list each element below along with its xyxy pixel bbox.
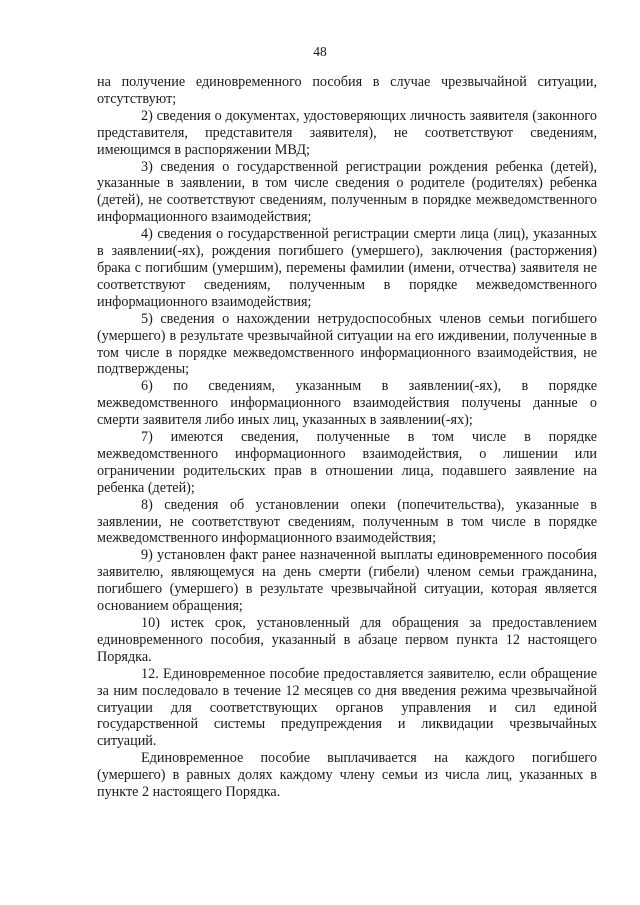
page-number: 48 (313, 44, 327, 59)
paragraph-continuation: на получение единовременного пособия в случае чрезвычайной ситуации, отсутствуют; (97, 74, 597, 107)
paragraph-item-5: 5) сведения о нахождении нетрудоспособных членов семьи погибшего (умершего) в результате чрезвычайной ситуации на его иждивении, полученные в том числе в порядке межведомственного информационного взаимодействия, не подтверждены; (97, 310, 597, 378)
paragraph-payment-rule: Единовременное пособие выплачивается на каждого погибшего (умершего) в равных долях каждому члену семьи из числа лиц, указанных в пункте 2 настоящего Порядка. (97, 750, 597, 801)
paragraph-item-2: 2) сведения о документах, удостоверяющих личность заявителя (законного представителя, представителя заявителя), не соответствуют сведениям, имеющимся в распоряжении МВД; (97, 107, 597, 158)
paragraph-item-6: 6) по сведениям, указанным в заявлении(-ях), в порядке межведомственного информационного взаимодействия получены данные о смерти заявителя либо иных лиц, указанных в заявлении(-ях); (97, 378, 597, 429)
paragraph-item-10: 10) истек срок, установленный для обращения за предоставлением единовременного пособия, указанный в абзаце первом пункта 12 настоящего Порядка. (97, 615, 597, 665)
document-body (97, 74, 597, 801)
paragraph-item-7: 7) имеются сведения, полученные в том числе в порядке межведомственного информационного взаимодействия, о лишении или ограничении родительских прав в отношении лица, подавшего заявление на ребенка (детей); (97, 429, 597, 496)
paragraph-item-9: 9) установлен факт ранее назначенной выплаты единовременного пособия заявителю, являющемуся на день смерти (гибели) членом семьи гражданина, погибшего (умершего) в результате чрезвычайной ситуации, которая является основанием обращения; (97, 547, 597, 615)
paragraph-section-12: 12. Единовременное пособие предоставляется заявителю, если обращение за ним последовало в течение 12 месяцев со дня введения режима чрезвычайной ситуации для соответствующих органов управления и сил единой государственной системы предупреждения и ликвидации чрезвычайных ситуаций. (97, 665, 597, 750)
paragraph-item-8: 8) сведения об установлении опеки (попечительства), указанные в заявлении, не соответствуют сведениям, полученным в том числе в порядке межведомственного информационного взаимодействия; (97, 496, 597, 547)
paragraph-item-3: 3) сведения о государственной регистрации рождения ребенка (детей), указанные в заявлении, в том числе сведения о родителе (родителях) ребенка (детей), не соответствуют сведениям, полученным в порядке межведомственного информационного взаимодействия; (97, 158, 597, 226)
paragraph-item-4: 4) сведения о государственной регистрации смерти лица (лиц), указанных в заявлении(-ях), рождения погибшего (умершего), заключения (расторжения) брака с погибшим (умершим), перемены фамилии (имени, отчества) заявителя не соответствуют сведениям, полученным в порядке межведомственного информационного взаимодействия; (97, 226, 597, 310)
